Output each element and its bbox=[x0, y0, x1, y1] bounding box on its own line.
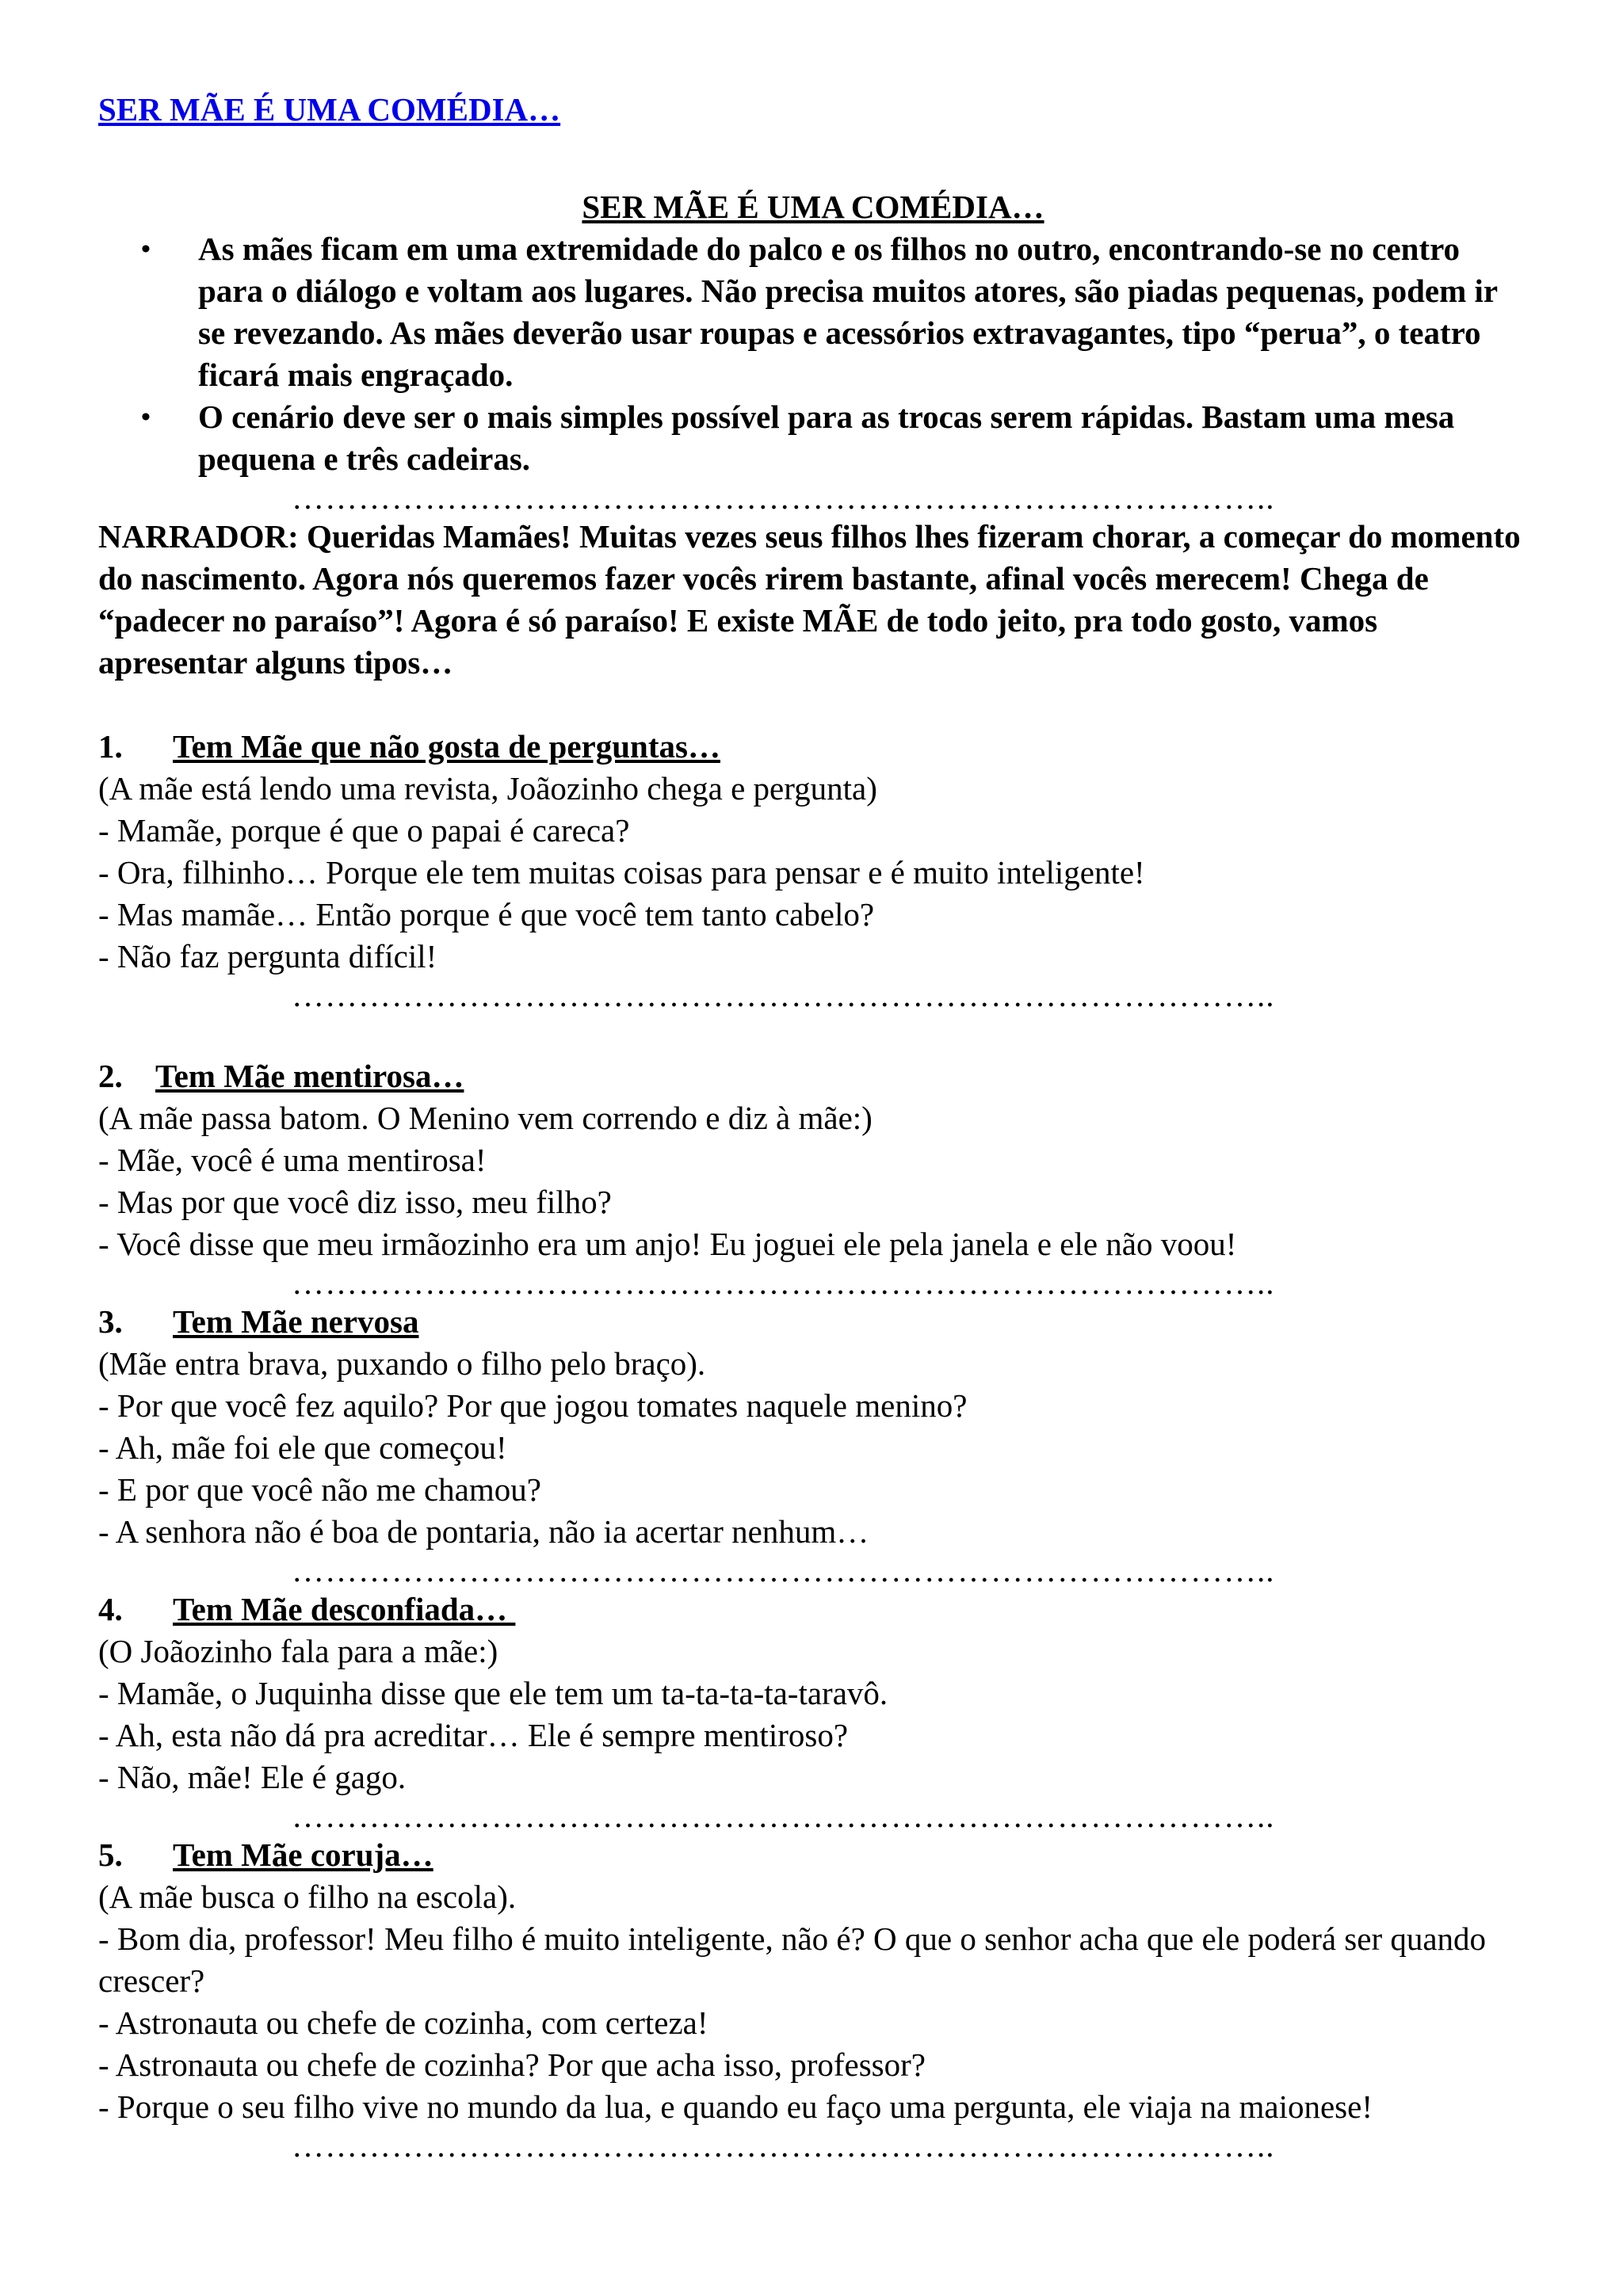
dialogue-line: - Mamãe, porque é que o papai é careca? bbox=[98, 812, 630, 849]
dialogue-line: (A mãe está lendo uma revista, Joãozinho chega e pergunta) bbox=[98, 770, 877, 807]
section-1 bbox=[98, 726, 1528, 978]
dialogue-line: (A mãe passa batom. O Menino vem correndo e diz à mãe:) bbox=[98, 1100, 873, 1136]
document-title: SER MÃE É UMA COMÉDIA… bbox=[582, 189, 1044, 225]
note-item: • O cenário deve ser o mais simples possível para as trocas serem rápidas. Bastam uma mesa pequena e três cadeiras. bbox=[198, 396, 1528, 480]
section-4 bbox=[98, 1589, 1528, 1798]
dialogue-line: - Mas mamãe… Então porque é que você tem tanto cabelo? bbox=[98, 896, 875, 933]
title-link[interactable]: SER MÃE É UMA COMÉDIA… bbox=[98, 91, 561, 128]
dialogue-line: - E por que você não me chamou? bbox=[98, 1471, 541, 1508]
section-title: Tem Mãe desconfiada… bbox=[173, 1591, 516, 1627]
dialogue-line: - A senhora não é boa de pontaria, não ia acertar nenhum… bbox=[98, 1513, 869, 1550]
separator: …………………………………………………………………………….. bbox=[292, 977, 1275, 1013]
section-3 bbox=[98, 1301, 1528, 1553]
dialogue-line: - Mamãe, o Juquinha disse que ele tem um ta-ta-ta-ta-taravô. bbox=[98, 1675, 888, 1711]
section-title: Tem Mãe mentirosa… bbox=[155, 1058, 464, 1094]
separator: …………………………………………………………………………….. bbox=[292, 1552, 1275, 1589]
section-2 bbox=[98, 1055, 1528, 1265]
separator: …………………………………………………………………………….. bbox=[292, 1264, 1275, 1301]
dialogue-line: - Você disse que meu irmãozinho era um anjo! Eu joguei ele pela janela e ele não voou! bbox=[98, 1226, 1237, 1262]
staging-notes bbox=[98, 228, 1528, 480]
section-heading bbox=[98, 1301, 1528, 1343]
separator: …………………………………………………………………………….. bbox=[292, 1798, 1275, 1834]
section-number: 3. bbox=[98, 1303, 123, 1340]
dialogue-line: - Bom dia, professor! Meu filho é muito inteligente, não é? O que o senhor acha que ele poderá ser quando crescer? bbox=[98, 1920, 1487, 1999]
note-item: • As mães ficam em uma extremidade do palco e os filhos no outro, encontrando-se no centro para o diálogo e voltam aos lugares. Não precisa muitos atores, são piadas pequenas, podem ir se revezando. As mães deverão usar roupas e acessórios extravagantes, tipo “perua”, o teatro ficará mais engraçado. bbox=[198, 228, 1528, 396]
dialogue-line: - Não, mãe! Ele é gago. bbox=[98, 1759, 407, 1795]
section-number: 1. bbox=[98, 728, 123, 765]
section-heading bbox=[98, 1055, 1528, 1097]
dialogue-line: - Astronauta ou chefe de cozinha, com certeza! bbox=[98, 2004, 708, 2041]
dialogue-line: - Por que você fez aquilo? Por que jogou tomates naquele menino? bbox=[98, 1387, 968, 1424]
section-title: Tem Mãe nervosa bbox=[173, 1303, 419, 1340]
dialogue-line: - Não faz pergunta difícil! bbox=[98, 938, 437, 974]
dialogue-line: (Mãe entra brava, puxando o filho pelo braço). bbox=[98, 1345, 706, 1382]
separator: …………………………………………………………………………….. bbox=[292, 479, 1275, 516]
section-title: Tem Mãe coruja… bbox=[173, 1836, 433, 1873]
dialogue-line: - Ah, mãe foi ele que começou! bbox=[98, 1429, 507, 1466]
dialogue-line: - Astronauta ou chefe de cozinha? Por que acha isso, professor? bbox=[98, 2046, 926, 2083]
dialogue-line: - Porque o seu filho vive no mundo da lua, e quando eu faço uma pergunta, ele viaja na maionese! bbox=[98, 2088, 1373, 2125]
dialogue-line: - Mãe, você é uma mentirosa! bbox=[98, 1142, 487, 1178]
dialogue-line: - Ah, esta não dá pra acreditar… Ele é sempre mentiroso? bbox=[98, 1717, 849, 1753]
dialogue-line: - Ora, filhinho… Porque ele tem muitas coisas para pensar e é muito inteligente! bbox=[98, 854, 1145, 891]
section-5 bbox=[98, 1834, 1528, 2128]
narrator-intro: NARRADOR: Queridas Mamães! Muitas vezes seus filhos lhes fizeram chorar, a começar do momento do nascimento. Agora nós queremos fazer vocês rirem bastante, afinal vocês merecem! Chega de “padecer no paraíso”! Agora é só paraíso! E existe MÃE de todo jeito, pra todo gosto, vamos apresentar alguns tipos… bbox=[98, 518, 1521, 681]
section-heading bbox=[98, 1834, 1528, 1876]
section-number: 2. bbox=[98, 1058, 123, 1094]
section-heading bbox=[98, 726, 1528, 768]
section-title: Tem Mãe que não gosta de perguntas… bbox=[173, 728, 720, 765]
separator: …………………………………………………………………………….. bbox=[292, 2127, 1275, 2164]
section-number: 5. bbox=[98, 1836, 123, 1873]
section-number: 4. bbox=[98, 1591, 123, 1627]
dialogue-line: (O Joãozinho fala para a mãe:) bbox=[98, 1633, 498, 1669]
dialogue-line: - Mas por que você diz isso, meu filho? bbox=[98, 1184, 612, 1220]
dialogue-line: (A mãe busca o filho na escola). bbox=[98, 1878, 517, 1915]
section-heading bbox=[98, 1589, 1528, 1630]
